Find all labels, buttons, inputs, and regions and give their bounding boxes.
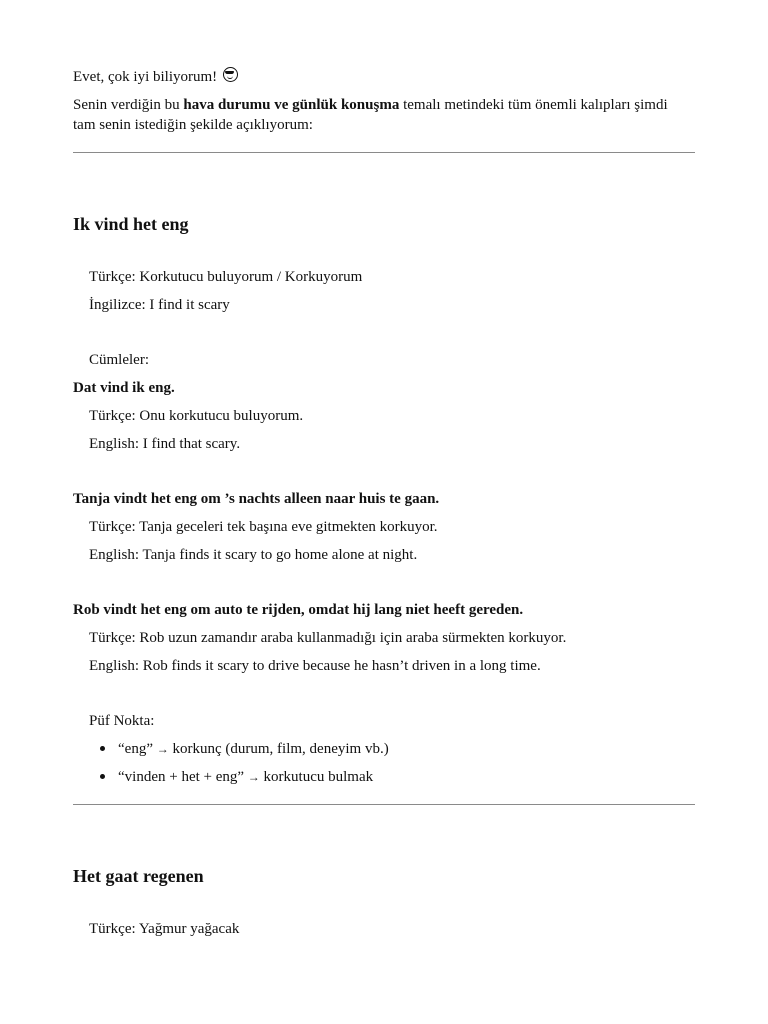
- section-heading: Ik vind het eng: [73, 214, 189, 234]
- example-turkish: Türkçe: Rob uzun zamandır araba kullanmadığı için araba sürmekten korkuyor.: [89, 630, 567, 646]
- divider: [73, 804, 695, 805]
- tip-label: Püf Nokta:: [89, 713, 155, 729]
- translation-turkish: Türkçe: Yağmur yağacak: [89, 921, 240, 937]
- example-dutch: Tanja vindt het eng om ’s nachts alleen naar huis te gaan.: [73, 491, 440, 507]
- intro-text: temalı metindeki tüm önemli kalıpları şimdi: [399, 97, 668, 113]
- section-heading: Het gaat regenen: [73, 866, 204, 886]
- bullet-icon: [100, 746, 105, 751]
- tip-term: “vinden + het + eng”: [118, 769, 245, 785]
- sentences-label: Cümleler:: [89, 352, 149, 368]
- example-turkish: Türkçe: Onu korkutucu buluyorum.: [89, 408, 304, 424]
- bullet-icon: [100, 774, 105, 779]
- intro-bold-text: hava durumu ve günlük konuşma: [183, 97, 400, 113]
- intro-text: Senin verdiğin bu: [73, 97, 184, 113]
- tip-item: [118, 767, 373, 787]
- example-english: English: I find that scary.: [89, 436, 241, 452]
- tip-item: [118, 739, 389, 759]
- tip-term: “eng”: [118, 741, 153, 757]
- example-turkish: Türkçe: Tanja geceleri tek başına eve gitmekten korkuyor.: [89, 519, 438, 535]
- example-dutch: Rob vindt het eng om auto te rijden, omdat hij lang niet heeft gereden.: [73, 602, 524, 618]
- intro-paragraph-line2: tam senin istediğin şekilde açıklıyorum:: [73, 117, 313, 133]
- right-arrow-icon: →: [156, 742, 169, 756]
- smiling-face-with-sunglasses-icon: [223, 67, 238, 82]
- example-dutch: Dat vind ik eng.: [73, 380, 175, 396]
- example-english: English: Tanja finds it scary to go home alone at night.: [89, 547, 418, 563]
- intro-paragraph-line1: [73, 95, 668, 115]
- right-arrow-icon: →: [247, 770, 260, 784]
- tip-meaning: korkunç (durum, film, deneyim vb.): [172, 741, 389, 757]
- intro-greeting-text: Evet, çok iyi biliyorum!: [73, 69, 218, 85]
- example-english: English: Rob finds it scary to drive because he hasn’t driven in a long time.: [89, 658, 541, 674]
- divider: [73, 152, 695, 153]
- translation-turkish: Türkçe: Korkutucu buluyorum / Korkuyorum: [89, 269, 363, 285]
- intro-greeting: [73, 67, 238, 87]
- tip-meaning: korkutucu bulmak: [263, 769, 374, 785]
- translation-english: İngilizce: I find it scary: [89, 297, 230, 313]
